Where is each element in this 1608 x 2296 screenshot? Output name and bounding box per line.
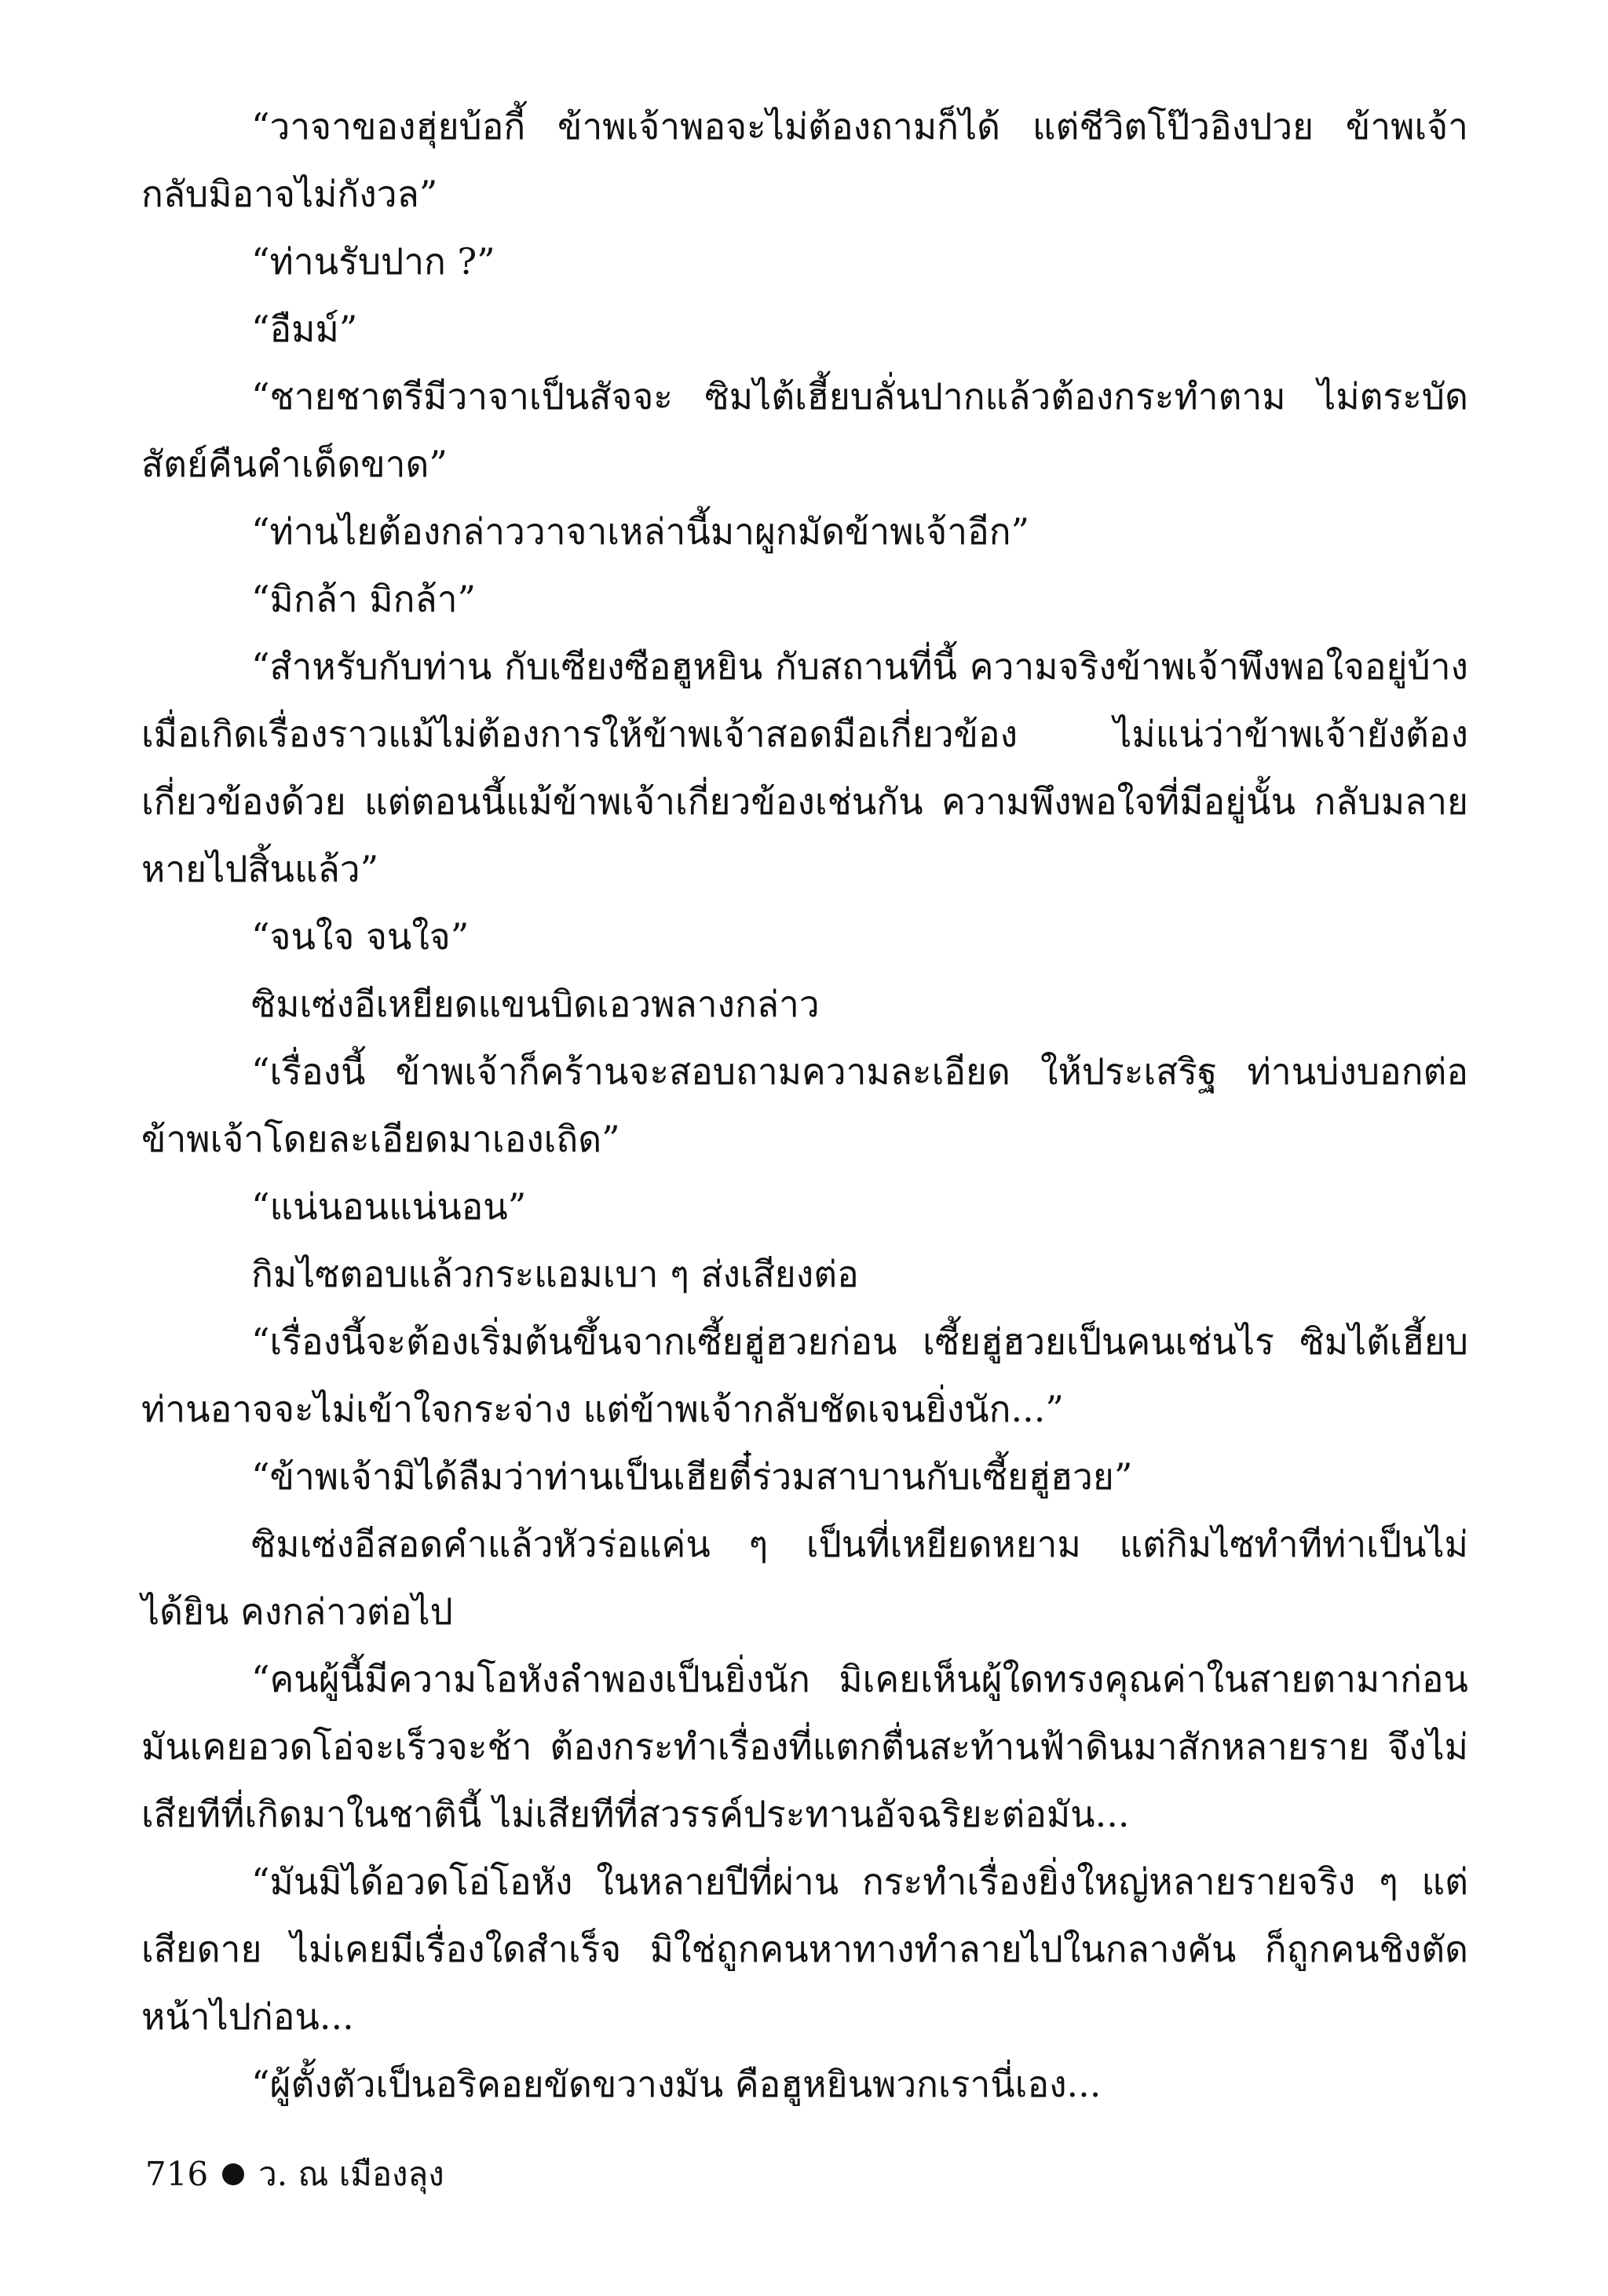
paragraph: “จนใจ จนใจ” <box>251 915 470 958</box>
paragraph: กิมไซตอบแล้วกระแอมเบา ๆ ส่งเสียงต่อ <box>251 1253 859 1295</box>
paragraph: ซิมเซ่งอีเหยียดแขนบิดเอวพลางกล่าว <box>251 983 820 1025</box>
paragraph: “เรื่องนี้จะต้องเริ่มต้นขึ้นจากเซี้ยฮู่ฮวยก่อน เซี้ยฮู่ฮวยเป็นคนเช่นไร ซิมไต้เฮี้ยบท่านอาจจะไม่เข้าใจกระจ่าง แต่ข้าพเจ้ากลับชัดเจนยิ่งนัก...” <box>141 1320 1468 1430</box>
paragraph: “วาจาของฮุ่ยบ้อกี้ ข้าพเจ้าพอจะไม่ต้องถามก็ได้ แต่ชีวิตโป๊วอิงปวย ข้าพเจ้ากลับมิอาจไม่กังวล” <box>141 105 1468 215</box>
paragraph: “ท่านไยต้องกล่าววาจาเหล่านี้มาผูกมัดข้าพเจ้าอีก” <box>251 510 1030 553</box>
page-number: 716 <box>145 2155 209 2193</box>
paragraph: “ผู้ตั้งตัวเป็นอริคอยขัดขวางมัน คือฮูหยินพวกเรานี่เอง... <box>251 2063 1102 2105</box>
paragraph: “ข้าพเจ้ามิได้ลืมว่าท่านเป็นเฮียตี๋ร่วมสาบานกับเซี้ยฮู่ฮวย” <box>251 1455 1133 1498</box>
paragraph: “ชายชาตรีมีวาจาเป็นสัจจะ ซิมไต้เฮี้ยบลั่นปากแล้วต้องกระทำตาม ไม่ตระบัดสัตย์คืนคำเด็ดขาด” <box>141 375 1468 485</box>
paragraph: “เรื่องนี้ ข้าพเจ้าก็คร้านจะสอบถามความละเอียด ให้ประเสริฐ ท่านบ่งบอกต่อข้าพเจ้าโดยละเอียดมาเองเถิด” <box>141 1050 1468 1160</box>
paragraph: ซิมเซ่งอีสอดคำแล้วหัวร่อแค่น ๆ เป็นที่เหยียดหยาม แต่กิมไซทำทีท่าเป็นไม่ได้ยิน คงกล่าวต่อไป <box>141 1523 1468 1633</box>
paragraph: “อืมม์” <box>251 308 358 350</box>
paragraph: “ท่านรับปาก ?” <box>251 240 495 283</box>
paragraph: “มิกล้า มิกล้า” <box>251 578 477 620</box>
body-text <box>141 93 1468 2118</box>
paragraph: “มันมิได้อวดโอ่โอหัง ในหลายปีที่ผ่าน กระทำเรื่องยิ่งใหญ่หลายรายจริง ๆ แต่เสียดาย ไม่เคยมีเรื่องใดสำเร็จ มิใช่ถูกคนหาทางทำลายไปในกลางคัน ก็ถูกคนชิงตัดหน้าไปก่อน... <box>141 1860 1468 2038</box>
page-footer <box>145 2151 444 2198</box>
paragraph: “สำหรับกับท่าน กับเซียงซือฮูหยิน กับสถานที่นี้ ความจริงข้าพเจ้าพึงพอใจอยู่บ้าง เมื่อเกิดเรื่องราวแม้ไม่ต้องการให้ข้าพเจ้าสอดมือเกี่ยวข้อง ไม่แน่ว่าข้าพเจ้ายังต้องเกี่ยวข้องด้วย แต่ตอนนี้แม้ข้าพเจ้าเกี่ยวข้องเช่นกัน ความพึงพอใจที่มีอยู่นั้น กลับมลายหายไปสิ้นแล้ว” <box>141 645 1468 890</box>
author-name: ว. ณ เมืองลุง <box>258 2155 444 2193</box>
paragraph: “คนผู้นี้มีความโอหังลำพองเป็นยิ่งนัก มิเคยเห็นผู้ใดทรงคุณค่าในสายตามาก่อน มันเคยอวดโอ่จะเร็วจะช้า ต้องกระทำเรื่องที่แตกตื่นสะท้านฟ้าดินมาสักหลายราย จึงไม่เสียทีที่เกิดมาในชาตินี้ ไม่เสียทีที่สวรรค์ประทานอัจฉริยะต่อมัน... <box>141 1658 1468 1835</box>
bullet-icon <box>222 2163 244 2185</box>
paragraph: “แน่นอนแน่นอน” <box>251 1185 527 1228</box>
